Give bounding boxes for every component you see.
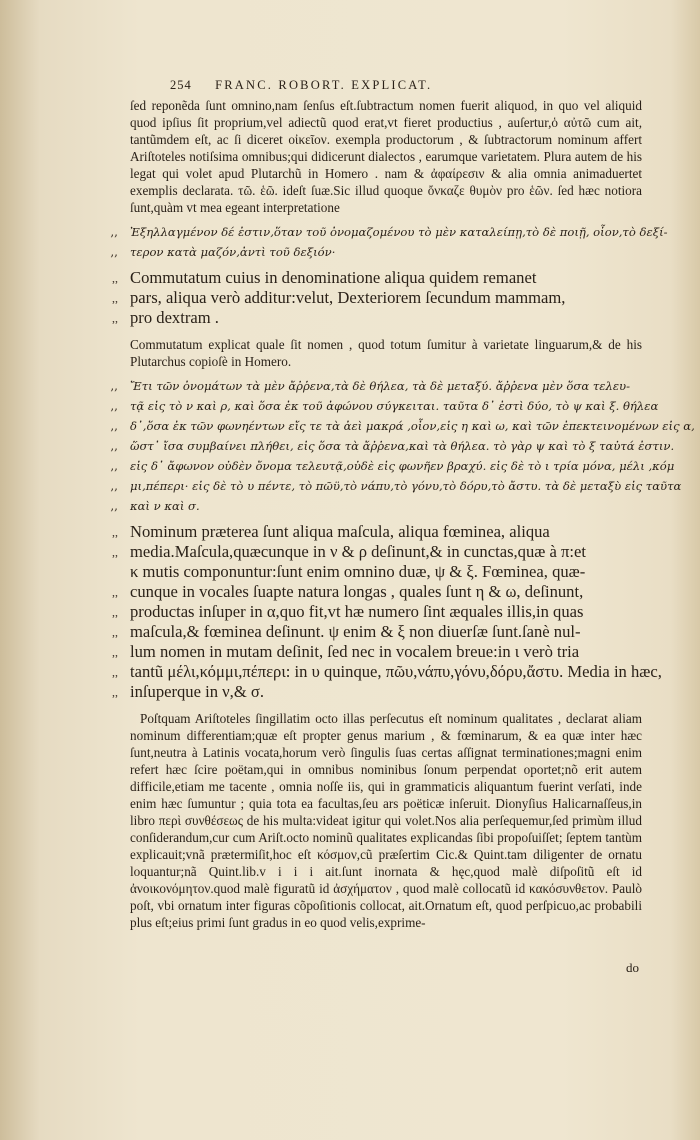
greek-line [110,376,642,396]
line-text: maſcula,& fœminea deſinunt. ψ enim & ξ non diuerſæ ſunt.ſanè nul- [130,622,581,641]
latin-translation-2 [112,522,662,702]
quotation-mark: ,, [112,525,118,539]
greek-line [110,222,668,242]
greek-line [110,496,642,516]
quotation-mark: ,, [110,439,118,453]
commentary-paragraph-1 [130,97,642,216]
greek-line [110,416,695,436]
line-text: καὶ ν καὶ σ. [130,499,200,513]
greek-line [110,456,675,476]
line-text: lum nomen in mutam deſinit, ſed nec in vocalem breue:in ι verò tria [130,642,580,661]
catchword: do [626,960,639,975]
greek-quotation-1 [110,222,668,262]
line-text: pars, aliqua verò additur:velut, Dexteriorem ſecundum mammam, [130,288,566,307]
greek-quotation-2 [110,376,695,516]
line-text: productas inſuper in α,quo fit,vt hæ numero ſint æquales illis,in quas [130,602,584,621]
commentary-paragraph-3 [130,710,642,931]
latin-line [112,642,642,662]
page-number: 254 [170,78,192,92]
running-title: FRANC. ROBORT. EXPLICAT. [215,78,433,92]
line-text: ὥστ᾽ ἴσα συμβαίνει πλήθει, εἰς ὅσα τὰ ἄῤῥενα,καὶ τὰ θήλεα. τὸ γὰρ ψ καὶ τὸ ξ ταὐτά ἐστιν. [130,439,675,453]
commentary-text: ſed reponẽda ſunt omnino,nam ſenſus eſt.ſubtractum nomen fuerit aliquod, in quo vel aliquid quod ipſius ſit proprium,vel adiectũ quod erat,vt fieret productius , auſertur,ὁ αὐτῶ cum ait, tantũmdem eſt, ac ſi diceret οἰκεῖον. exempla productorum , & ſubtractorum nominum affert Ariſtoteles notiſsima omnibus;qui didicerunt dialectos , earumque varietatem. Plura autem de his legat qui volet apud Plutarchũ in Homero . nam & ἀφαίρεσιν & alia omnia animaduertet exemplis declarata. τῶ. ἑῶ. ideſt ſuæ.Sic illud quoque ὄνκαζε θυμὸν pro ἑῶν. ſed hæc notiora ſunt,quàm vt mea egeant interpretatione [130,98,642,215]
greek-line [110,476,682,496]
line-text: tantũ μέλι,κόμμι,πέπερι: in υ quinque, πῶυ,νάπυ,γόνυ,δόρυ,ἄστυ. Media in hæc, [130,662,662,681]
latin-line [112,662,662,682]
quotation-mark: ,, [112,585,118,599]
line-text: media.Maſcula,quæcunque in ν & ρ deſinunt,& in cunctas,quæ à π:et [130,542,586,561]
quotation-mark: ,, [110,245,118,259]
quotation-mark: ,, [112,625,118,639]
line-text: μι,πέπερι· εἰς δὲ τὸ υ πέντε, τὸ πῶϋ,τὸ νάπυ,τὸ γόνυ,τὸ δόρυ,τὸ ἄστυ. τὰ δὲ μεταξὺ εἰς ταῦτα [130,479,682,493]
line-text: Commutatum cuius in denominatione aliqua quidem remanet [130,268,537,287]
quotation-mark: ,, [110,379,118,393]
quotation-mark: ,, [110,479,118,493]
greek-line [110,396,659,416]
greek-line [110,242,642,262]
line-text: εἰς δ᾽ ἄφωνον οὐδὲν ὄνομα τελευτᾷ,οὐδὲ εἰς φωνῆεν βραχύ. εἰς δὲ τὸ ι τρία μόνα, μέλι ,κόμ [130,459,675,473]
commentary-text: Poſtquam Ariſtoteles ſingillatim octo illas perſecutus eſt nominum qualitates , declarat aliam nominum differentiam;quæ eſt propter genus marium , & fœminarum, & ea quæ inter hæc ſunt,neutra à Latinis vocata,horum verò ſingulis ſuas certas aſſignat terminationes;magni enim refert hæc ſcire poëtam,qui in omnibus nominibus ſonum perpendat oportet;nõ erit autem difficile,etiam me tacente , omnia noſſe iis, qui in grammaticis aliquantum fuerint verſati, inde enim hæc ſumuntur ; quia tota ea facultas,ſeu ars poëticæ inſeruit. Dionyſius Halicarnaſſeus,in librο περὶ συνθέσεως de his multa:videat igitur qui volet.Nos alia perſequemur,ſed primùm illud conſiderandum,cur cum Ariſt.octo nominũ qualitates explicandas ſibi propoſuiſſet; ſeptem tantùm explicauit;vnã prætermiſit,hoc eſt κόσμον,cũ præſertim Cic.& Quint.tam diligenter de ornatu loquantur;nã Quint.lib.v i i i ait.ſunt inornata & hęc,quod malè diſpoſitũ eſt id ἀνοικονόμητον.quod malè figuratũ id ἀσχήματον , quod malè collocatũ id κακόσυνθετον. Paulò poſt, vbi ornatum inter figuras cõpoſitionis collocat, ait.Ornatum eſt, quod perſpicuo,ac probabili plus eſt;eius primi ſunt gradus in eo quod velis,exprime- [130,711,642,930]
latin-line [112,602,642,622]
latin-line [112,288,642,308]
quotation-mark: ,, [112,291,118,305]
line-text: pro dextram . [130,308,219,327]
commentary-text: Commutatum explicat quale ſit nomen , quod totum ſumitur à varietate linguarum,& de his Plutarchus copioſè in Homero. [130,337,642,369]
greek-line [110,436,675,456]
running-header [170,78,590,93]
quotation-mark: ,, [110,225,118,239]
quotation-mark: ,, [110,499,118,513]
quotation-mark: ,, [112,665,118,679]
latin-translation-1 [112,268,642,328]
commentary-paragraph-2 [130,336,642,370]
latin-line [112,582,642,602]
line-text: Ἔτι τῶν ὀνομάτων τὰ μὲν ἄῤῥενα,τὰ δὲ θήλεα, τὰ δὲ μεταξύ. ἄῤῥενα μὲν ὅσα τελευ- [130,379,631,393]
line-text: cunque in vocales ſuapte natura longas , quales ſunt η & ω, deſinunt, [130,582,584,601]
quotation-mark: ,, [112,545,118,559]
line-text: τερον κατὰ μαζόν,ἀντὶ τοῦ δεξιόν· [130,245,336,259]
line-text: Ἐξηλλαγμένον δέ ἐστιν,ὅταν τοῦ ὀνομαζομένου τὸ μὲν καταλείπῃ,τὸ δὲ ποιῇ, οἷον,τὸ δεξί- [130,225,668,239]
latin-line [112,268,642,288]
latin-line [112,522,642,542]
quotation-mark: ,, [112,271,118,285]
latin-line [112,308,642,328]
line-text: τᾷ εἰς τὸ ν καὶ ρ, καὶ ὅσα ἐκ τοῦ ἀφώνου σύγκειται. ταῦτα δ᾽ ἐστὶ δύο, τὸ ψ καὶ ξ. θήλεα [130,399,659,413]
quotation-mark: ,, [112,605,118,619]
line-text: inſuperque in ν,& σ. [130,682,264,701]
line-text: δ᾽,ὅσα ἐκ τῶν φωνηέντων εἴς τε τὰ ἀεὶ μακρά ,οἷον,εἰς η καὶ ω, καὶ τῶν ἐπεκτεινομένων εἰς α, [130,419,695,433]
line-text: Nominum præterea ſunt aliqua maſcula, aliqua fœminea, aliqua [130,522,550,541]
quotation-mark: ,, [112,311,118,325]
quotation-mark: ,, [110,419,118,433]
quotation-mark: ,, [112,645,118,659]
quotation-mark: ,, [110,399,118,413]
latin-line [130,562,642,582]
latin-line [112,542,642,562]
line-text: κ mutis componuntur:ſunt enim omnino duæ, ψ & ξ. Fœminea, quæ- [130,562,586,581]
quotation-mark: ,, [112,685,118,699]
latin-line [112,622,642,642]
latin-line [112,682,642,702]
quotation-mark: ,, [110,459,118,473]
text-body [110,97,695,931]
